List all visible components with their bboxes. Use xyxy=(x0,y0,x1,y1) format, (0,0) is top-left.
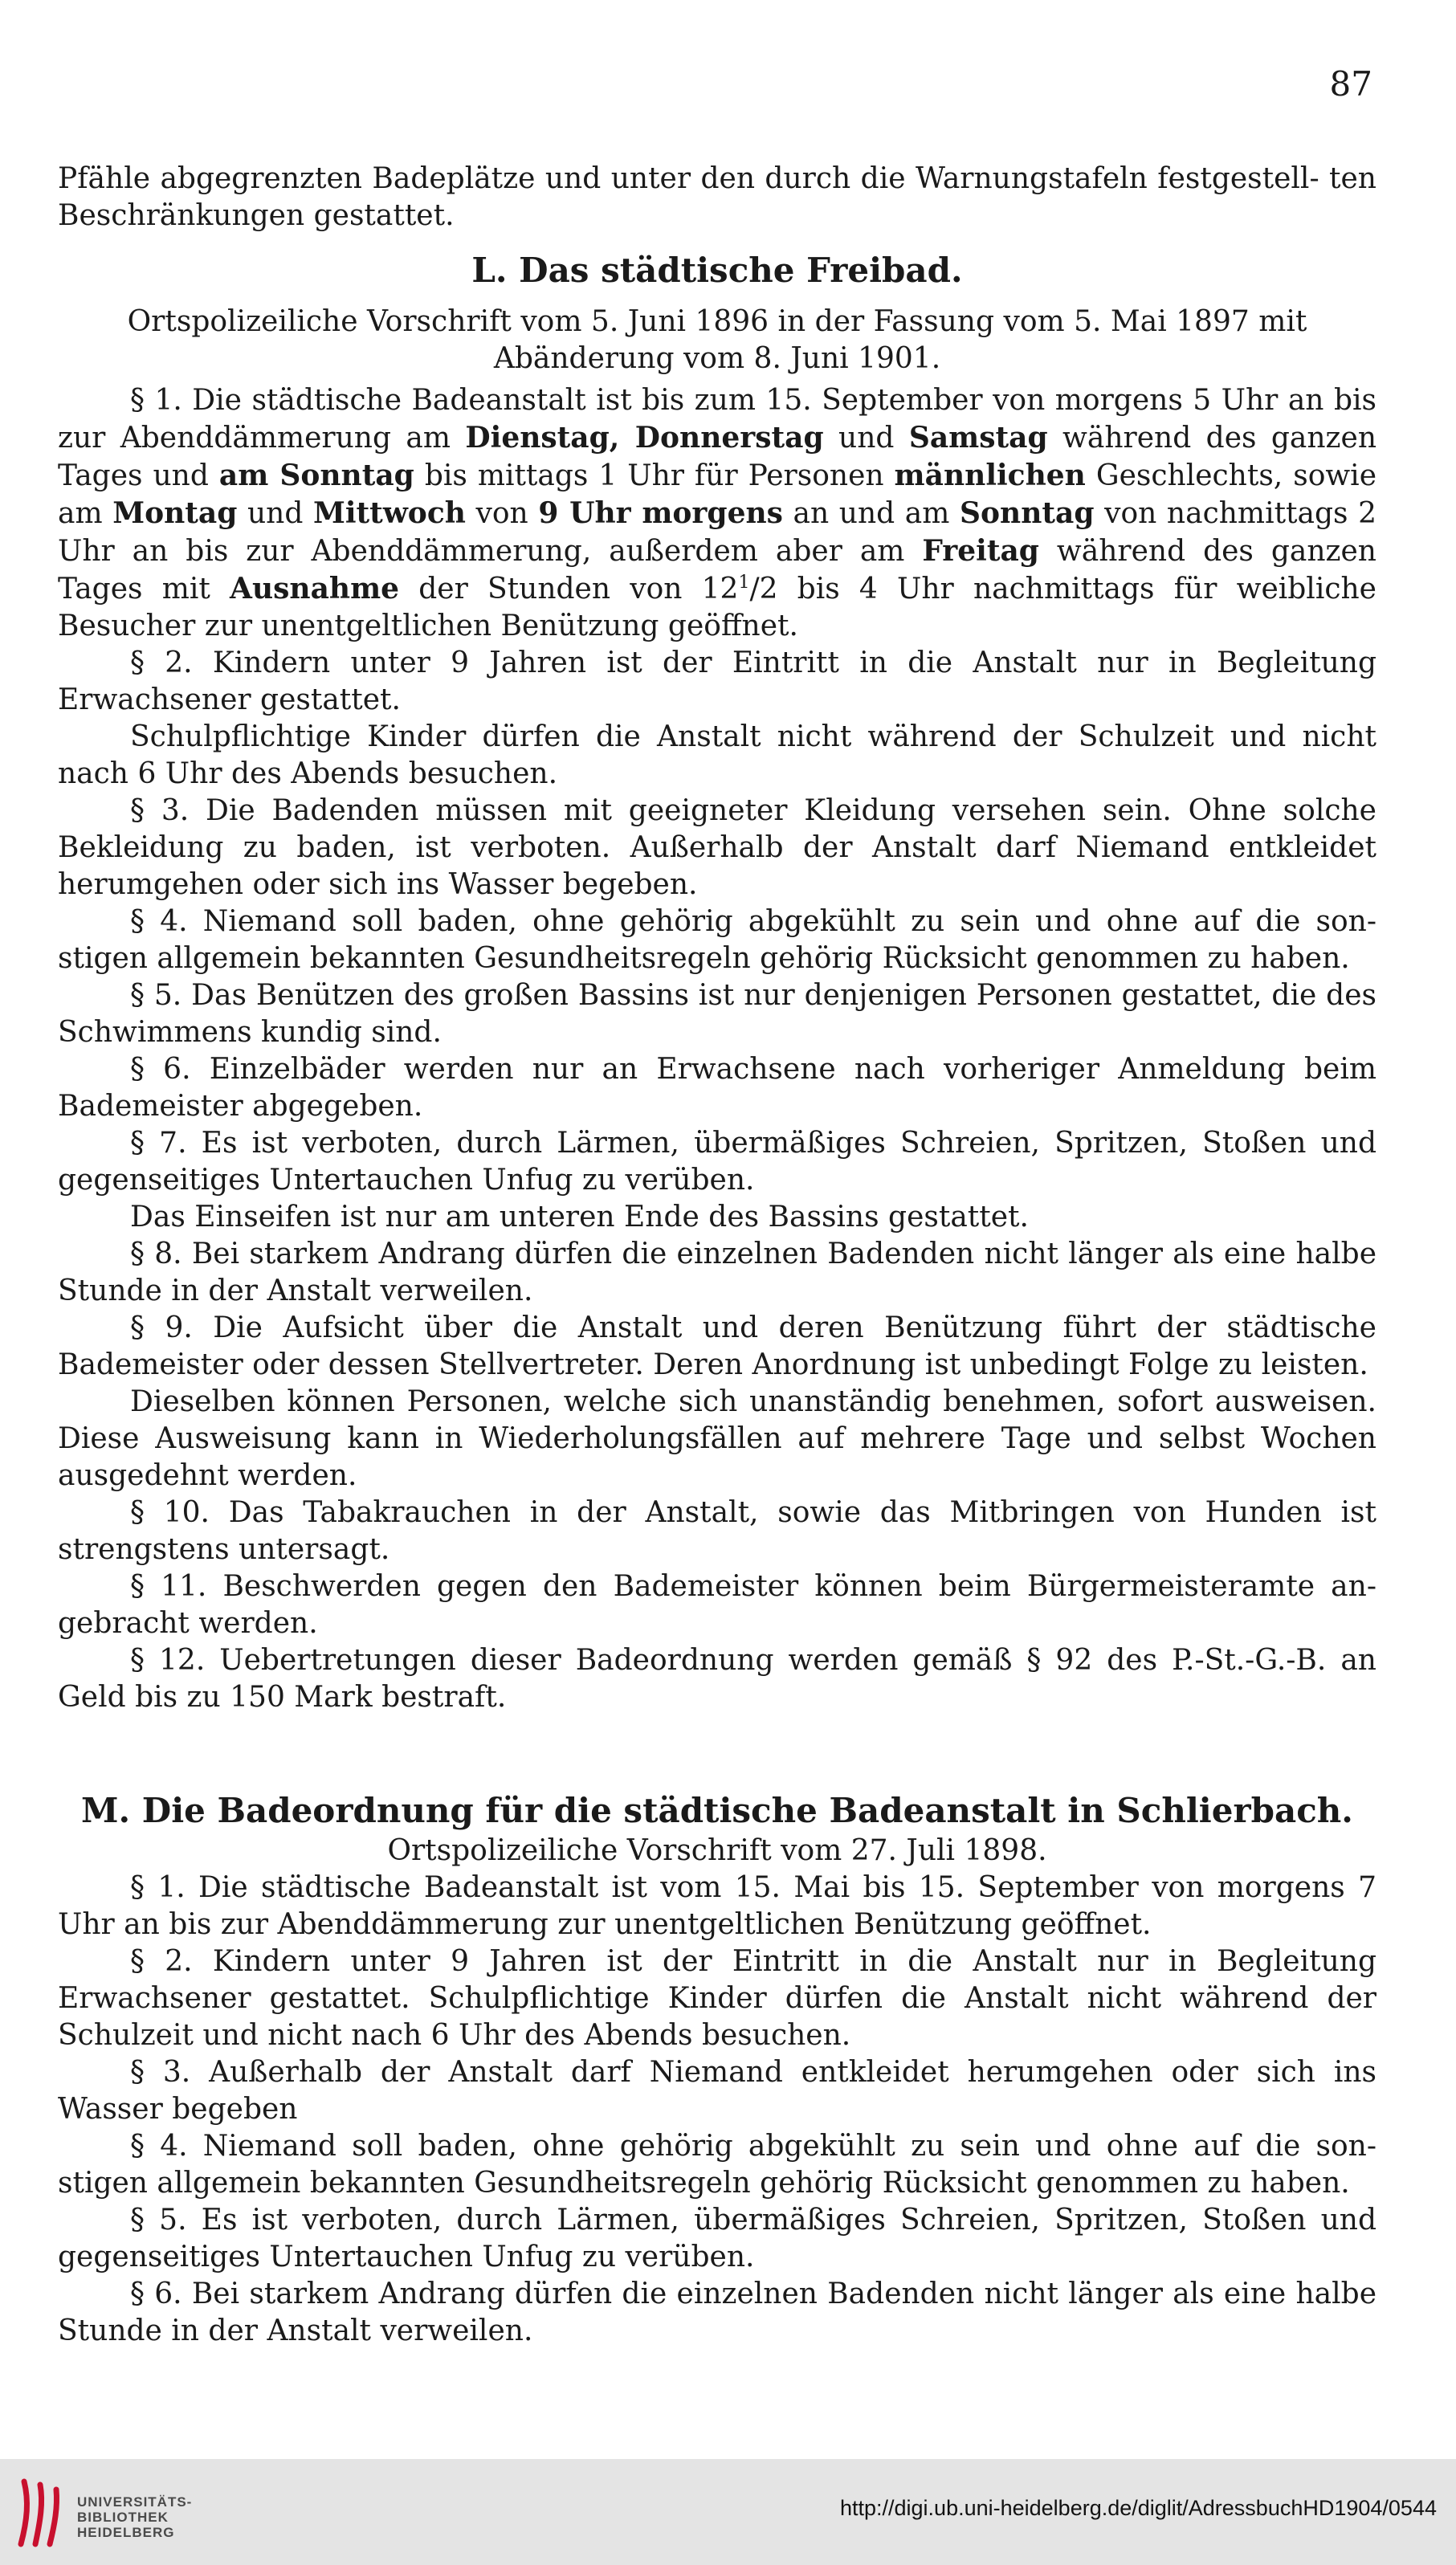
library-name: UNIVERSITÄTS- BIBLIOTHEK HEIDELBERG xyxy=(77,2494,193,2540)
footer-bar xyxy=(0,2459,1456,2565)
paragraph-m-2: § 2. Kindern unter 9 Jahren ist der Eintritt in die Anstalt nur in Begleitung Erwachsener gestattet. Schulpflichtige Kinder dürfen die Anstalt nicht während der Schulzeit und nicht nach 6 Uhr des Abends besuchen. xyxy=(58,1945,1376,2052)
section-m-title: M. Die Badeordnung für die städtische Badeanstalt in Schlierbach. xyxy=(81,1791,1353,1830)
page-number: 87 xyxy=(1329,64,1372,104)
section-l-title: L. Das städtische Freibad. xyxy=(471,251,963,290)
paragraph-l-1: § 1. Die städtische Badeanstalt ist bis zum 15. September von morgens 5 Uhr an bis zur Abenddämmerung am Dienstag, Donnerstag und Samstag während des ganzen Tages und am Sonntag bis mittags 1 Uhr für Personen männlichen Geschlechts, sowie am Montag und Mittwoch von 9 Uhr morgens an und am Sonntag von nachmittags 2 Uhr an bis zur Abenddämmerung, außerdem aber am Freitag während des ganzen Tages mit Ausnahme der Stunden von $12^1/2$ bis 4 Uhr nachmittags für weibliche Besucher zur unentgeltlichen Benützung geöffnet. xyxy=(58,384,1377,642)
paragraph-l-9: § 9. Die Aufsicht über die Anstalt und deren Benützung führt der städtische Bademeister oder dessen Stellvertreter. Deren Anordnung ist unbedingt Folge zu leisten. xyxy=(58,1311,1376,1381)
paragraph-l-3: § 3. Die Badenden müssen mit geeigneter Kleidung versehen sein. Ohne solche Bekleidung zu baden, ist verboten. Außerhalb der Anstalt darf Niemand entkleidet herumgehen oder sich ins Wasser begeben. xyxy=(58,794,1376,901)
paragraph-l-4: § 4. Niemand soll baden, ohne gehörig abgekühlt zu sein und ohne auf die son- stigen allgemein bekannten Gesundheitsregeln gehörig Rücksicht genommen zu haben. xyxy=(58,905,1376,975)
paragraph-m-1: § 1. Die städtische Badeanstalt ist vom 15. Mai bis 15. September von morgens 7 Uhr an bis zur Abenddämmerung zur unentgeltlichen Benützung geöffnet. xyxy=(58,1871,1376,1941)
paragraph-l-2b: Schulpflichtige Kinder dürfen die Anstalt nicht während der Schulzeit und nicht nach 6 Uhr des Abends besuchen. xyxy=(58,720,1376,790)
paragraph-l-9b: Dieselben können Personen, welche sich unanständig benehmen, sofort ausweisen. Diese Ausweisung kann in Wiederholungsfällen auf mehrere Tage und selbst Wochen ausgedehnt werden. xyxy=(58,1385,1376,1492)
paragraph-m-4: § 4. Niemand soll baden, ohne gehörig abgekühlt zu sein und ohne auf die son- stigen allgemein bekannten Gesundheitsregeln gehörig Rücksicht genommen zu haben. xyxy=(58,2130,1376,2200)
paragraph-l-6: § 6. Einzelbäder werden nur an Erwachsene nach vorheriger Anmeldung beim Bademeister abgegeben. xyxy=(58,1053,1376,1123)
university-library-logo-icon xyxy=(16,2477,63,2549)
section-m-subtitle: Ortspolizeiliche Vorschrift vom 27. Juli 1898. xyxy=(387,1834,1047,1867)
paragraph-l-12: § 12. Uebertretungen dieser Badeordnung werden gemäß § 92 des P.-St.-G.-B. an Geld bis zu 150 Mark bestraft. xyxy=(58,1644,1376,1714)
section-m xyxy=(58,1789,1376,2350)
continuation-paragraph: Pfähle abgegrenzten Badeplätze und unter den durch die Warnungstafeln festgestell- ten Beschränkungen gestattet. xyxy=(58,162,1376,232)
source-url-link[interactable]: http://digi.ub.uni-heidelberg.de/diglit/AdressbuchHD1904/0544 xyxy=(839,2496,1437,2520)
paragraph-l-7: § 7. Es ist verboten, durch Lärmen, übermäßiges Schreien, Spritzen, Stoßen und gegenseitiges Untertauchen Unfug zu verüben. xyxy=(58,1127,1376,1197)
section-l-subtitle: Ortspolizeiliche Vorschrift vom 5. Juni 1896 in der Fassung vom 5. Mai 1897 mit Abänderung vom 8. Juni 1901. xyxy=(127,305,1307,375)
paragraph-m-6: § 6. Bei starkem Andrang dürfen die einzelnen Badenden nicht länger als eine halbe Stunde in der Anstalt verweilen. xyxy=(58,2278,1376,2347)
paragraph-m-5: § 5. Es ist verboten, durch Lärmen, übermäßiges Schreien, Spritzen, Stoßen und gegenseitiges Untertauchen Unfug zu verüben. xyxy=(58,2204,1376,2273)
paragraph-m-3: § 3. Außerhalb der Anstalt darf Niemand entkleidet herumgehen oder sich ins Wasser begeben xyxy=(58,2056,1376,2126)
section-l xyxy=(58,249,1376,1716)
paragraph-l-7b: Das Einseifen ist nur am unteren Ende des Bassins gestattet. xyxy=(130,1201,1029,1234)
continuation-block xyxy=(58,161,1376,234)
paragraph-l-2: § 2. Kindern unter 9 Jahren ist der Eintritt in die Anstalt nur in Begleitung Erwachsener gestattet. xyxy=(58,646,1376,716)
paragraph-l-8: § 8. Bei starkem Andrang dürfen die einzelnen Badenden nicht länger als eine halbe Stunde in der Anstalt verweilen. xyxy=(58,1238,1376,1307)
paragraph-l-11: § 11. Beschwerden gegen den Bademeister können beim Bürgermeisteramte an- gebracht werden. xyxy=(58,1570,1376,1640)
paragraph-l-10: § 10. Das Tabakrauchen in der Anstalt, sowie das Mitbringen von Hunden ist strengstens untersagt. xyxy=(58,1496,1376,1566)
paragraph-l-5: § 5. Das Benützen des großen Bassins ist nur denjenigen Personen gestattet, die des Schwimmens kundig sind. xyxy=(58,979,1376,1049)
